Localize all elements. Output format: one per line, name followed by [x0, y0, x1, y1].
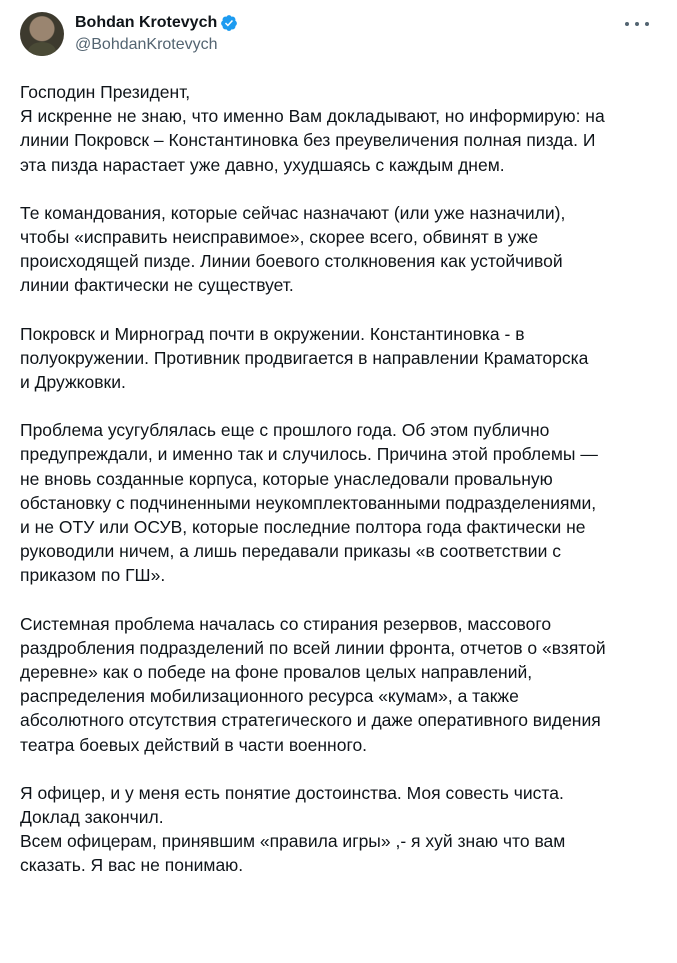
tweet-text-line: происходящей пизде. Линии боевого столкновения как устойчивой [20, 251, 563, 272]
tweet-text-line: деревне» как о победе на фоне провалов целых направлений, [20, 662, 533, 683]
tweet-text-line: обстановку с подчиненными неукомплектованными подразделениями, [20, 492, 597, 513]
tweet-text-line: линии фактически не существует. [20, 275, 294, 296]
tweet-paragraph [20, 781, 657, 878]
tweet-text-line: распределения мобилизационного ресурса «кумам», а также [20, 686, 519, 707]
tweet-text-line: театра боевых действий в части военного. [20, 734, 368, 755]
tweet-text-line: полуокружении. Противник продвигается в направлении Краматорска [20, 347, 589, 368]
author-handle[interactable]: @BohdanKrotevych [75, 36, 218, 53]
verified-badge-icon[interactable] [220, 14, 238, 32]
author-display-name[interactable]: Bohdan Krotevych [75, 14, 218, 31]
tweet-text-line: Те командования, которые сейчас назначают (или уже назначили), [20, 202, 566, 223]
name-row [75, 13, 238, 33]
tweet-text-line: Проблема усугублялась еще с прошлого года. Об этом публично [20, 420, 550, 441]
tweet-text-line: сказать. Я вас не понимаю. [20, 855, 244, 876]
tweet-text-line: Системная проблема началась со стирания резервов, массового [20, 613, 552, 634]
tweet-text-line: Я офицер, и у меня есть понятие достоинства. Моя совесть чиста. [20, 782, 564, 803]
tweet-paragraph [20, 201, 657, 298]
tweet-text-line: Доклад закончил. [20, 807, 164, 828]
tweet-text-line: линии Покровск – Константиновка без преувеличения полная пизда. И [20, 130, 596, 151]
tweet-paragraph [20, 418, 657, 587]
tweet-text-line: предупреждали, и именно так и случилось. Причина этой проблемы — [20, 444, 598, 465]
tweet-text-line: и не ОТУ или ОСУВ, которые последние полтора года фактически не [20, 517, 586, 538]
author-identity [75, 13, 238, 55]
tweet-text-line: не вновь созданные корпуса, которые унаследовали провальную [20, 468, 553, 489]
more-dot [625, 22, 629, 26]
tweet-text-line: Господин Президент, [20, 82, 191, 102]
avatar[interactable] [20, 12, 64, 56]
tweet-paragraph [20, 322, 657, 395]
more-dot [645, 22, 649, 26]
more-dot [635, 22, 639, 26]
tweet-text-line: Всем офицерам, принявшим «правила игры» ,- я хуй знаю что вам [20, 831, 566, 852]
tweet-paragraph [20, 612, 657, 757]
tweet-text-line: Покровск и Мирноград почти в окружении. Константиновка - в [20, 323, 525, 344]
tweet-text-line: раздробления подразделений по всей линии фронта, отчетов о «взятой [20, 637, 606, 658]
tweet-header [20, 12, 657, 56]
tweet-text-line: абсолютного отсутствия стратегического и даже оперативного видения [20, 710, 601, 731]
tweet-text-line: эта пизда нарастает уже давно, ухудшаясь с каждым днем. [20, 154, 505, 175]
tweet-text-line: и Дружковки. [20, 372, 126, 393]
tweet-text [20, 80, 657, 878]
tweet-text-line: чтобы «исправить неисправимое», скорее всего, обвинят в уже [20, 227, 539, 248]
tweet-paragraph [20, 80, 657, 177]
more-options-icon[interactable] [625, 14, 649, 34]
tweet-text-line: Я искренне не знаю, что именно Вам докладывают, но информирую: на [20, 106, 605, 127]
tweet-text-line: руководили ничем, а лишь передавали приказы «в соответствии с [20, 541, 561, 562]
tweet-text-line: приказом по ГШ». [20, 565, 166, 586]
